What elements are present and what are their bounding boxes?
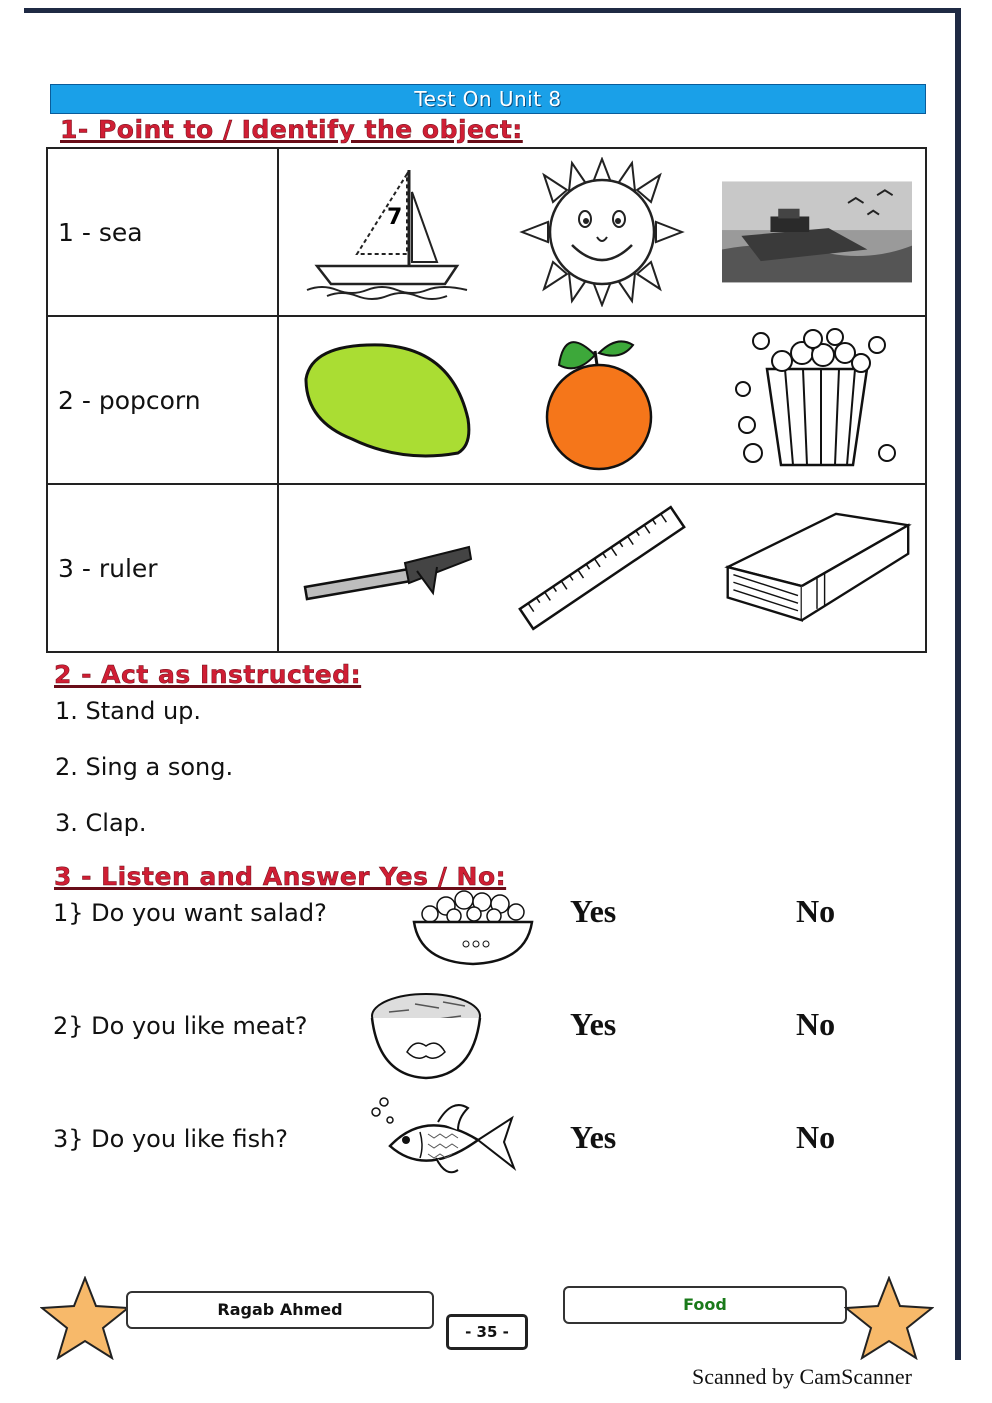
pen-icon[interactable]: [292, 493, 482, 643]
objects-table: [46, 147, 927, 653]
lemon-icon[interactable]: [292, 325, 482, 475]
salad-bowl-icon: [410, 886, 536, 970]
sailboat-icon[interactable]: [292, 157, 482, 307]
author-box: Ragab Ahmed: [126, 1291, 434, 1329]
no-option[interactable]: No: [796, 893, 836, 929]
test-title: Test On Unit 8: [50, 84, 926, 114]
row-word: 3 - ruler: [47, 484, 278, 652]
meat-bowl-icon: [369, 990, 483, 1084]
instruction-item: 1. Stand up.: [55, 697, 202, 725]
question-text: 2} Do you like meat?: [53, 1012, 308, 1040]
section1-heading: 1- Point to / Identify the object:: [60, 115, 523, 144]
table-row: [47, 484, 926, 652]
no-option[interactable]: No: [796, 1119, 836, 1155]
page-number: - 35 -: [446, 1314, 528, 1350]
book-icon[interactable]: [722, 493, 912, 643]
fish-icon: [366, 1094, 518, 1192]
row-word: 2 - popcorn: [47, 316, 278, 484]
table-row: [47, 316, 926, 484]
question-text: 3} Do you like fish?: [53, 1125, 289, 1153]
yes-option[interactable]: Yes: [570, 1119, 617, 1155]
popcorn-icon[interactable]: [722, 325, 912, 475]
orange-icon[interactable]: [507, 325, 697, 475]
scanner-watermark: Scanned by CamScanner: [692, 1364, 912, 1389]
svg-text:7: 7: [386, 205, 402, 230]
section3-heading: 3 - Listen and Answer Yes / No:: [54, 862, 507, 891]
motorboat-icon[interactable]: [722, 157, 912, 307]
no-option[interactable]: No: [796, 1006, 836, 1042]
sun-icon[interactable]: [507, 157, 697, 307]
row-word: 1 - sea: [47, 148, 278, 316]
section2-heading: 2 - Act as Instructed:: [54, 660, 362, 689]
topic-box: Food: [563, 1286, 847, 1324]
instruction-item: 2. Sing a song.: [55, 753, 234, 781]
star-icon: [40, 1276, 130, 1364]
question-text: 1} Do you want salad?: [53, 899, 327, 927]
table-row: [47, 148, 926, 316]
page-border-right: [955, 8, 961, 1360]
yes-option[interactable]: Yes: [570, 893, 617, 929]
page-border-top: [24, 8, 960, 13]
yes-option[interactable]: Yes: [570, 1006, 617, 1042]
ruler-icon[interactable]: [507, 493, 697, 643]
instruction-item: 3. Clap.: [55, 809, 147, 837]
star-icon: [844, 1276, 934, 1364]
